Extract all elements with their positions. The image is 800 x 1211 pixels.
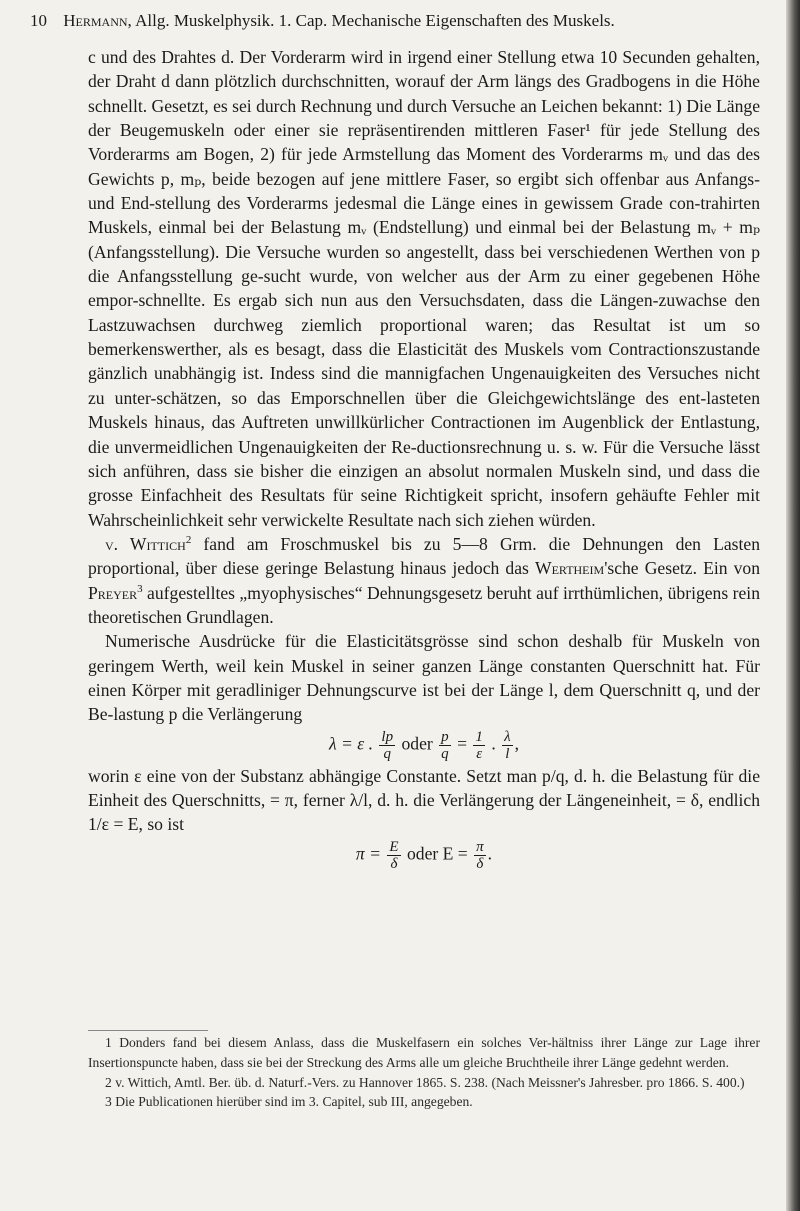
author-wertheim: Wertheim	[534, 558, 605, 579]
footnote-divider	[88, 1030, 208, 1031]
paragraph-2: v. Wittich$^2$ fand am Froschmuskel bis zu 5—8 Grm. die Dehnungen den Lasten proportional, über diese geringe Belastung hinaus jedoch das Wertheim'sche Gesetz. Ein von Preyer$^3$ aufgestelltes „myophysisches“ Dehnungsgesetz beruht auf irrthümlichen, übrigens rein theoretischen Grundlagen.	[88, 533, 761, 627]
author-wittich: v. Wittich	[105, 533, 186, 554]
fraction-p-q: $\frac{p}{q}$	[441, 728, 449, 762]
footnote-ref-2: 2	[185, 534, 192, 547]
running-header	[30, 10, 770, 32]
paragraph-3: Numerische Ausdrücke für die Elasticitätsgrösse sind schon deshalb für Muskeln von geringem Werth, weil kein Muskel in seiner ganzen Länge constanten Querschnitt hat. Für einen Körper mit geradliniger Dehnungscurve ist bei der Länge l, dem Querschnitt q, und der Be-lastung p die Verlängerung	[88, 631, 760, 725]
fraction-pi-delta: $\frac{\pi}{\delta}$	[476, 838, 484, 872]
page-number: 10	[30, 11, 47, 30]
main-text	[88, 45, 760, 874]
header-title: Allg. Muskelphysik. 1. Cap. Mechanische Eigenschaften des Muskels.	[135, 11, 615, 30]
fraction-E-delta: $\frac{E}{\delta}$	[389, 838, 399, 872]
footnote-1: 1 Donders fand bei diesem Anlass, dass die Muskelfasern ein solches Ver-hältniss ihrer Länge zur Lage ihrer Insertionspuncte haben, dass sie bei der Streckung des Arms alle um gleiche Bruchtheile ihrer Länge gedehnt werden.	[88, 1035, 760, 1070]
fraction-lambda-l: $\frac{\lambda}{l}$	[504, 728, 511, 762]
paragraph-4: worin ε eine von der Substanz abhängige Constante. Setzt man p/q, d. h. die Belastung für die Einheit des Querschnitts, = π, ferner λ/l, d. h. die Verlängerung der Längeneinheit, = δ, endlich 1/ε = E, so ist	[88, 765, 760, 835]
equation-2: π = $\frac{E}{\delta}$ oder E = $\frac{\pi}{\delta}$ .	[355, 838, 493, 872]
page-edge-shadow	[786, 0, 800, 1211]
footnote-2: 2 v. Wittich, Amtl. Ber. üb. d. Naturf.-Vers. zu Hannover 1865. S. 238. (Nach Meissner's Jahresber. pro 1866. S. 400.)	[105, 1074, 745, 1090]
header-author: Hermann,	[63, 11, 132, 30]
author-preyer: Preyer	[88, 582, 138, 603]
footnotes	[88, 1033, 760, 1112]
paragraph-1: c und des Drahtes d. Der Vorderarm wird in irgend einer Stellung etwa 10 Secunden gehalten, der Draht d dann plötzlich durchschnitten, worauf der Arm längs des Gradbogens in die Höhe schnellt. Gesetzt, es sei durch Rechnung und durch Versuche an Leichen bekannt: 1) Die Länge der Beugemuskeln oder einer sie repräsentirenden mittleren Faser¹ für jede Stellung des Vorderarms am Bogen, 2) für jede Armstellung das Moment des Vorderarms mᵥ und das des Gewichts p, mₚ, beide bezogen auf jene mittlere Faser, so ergibt sich offenbar aus Anfangs- und End-stellung des Vorderarms jedesmal die Länge eines in gewissem Grade con-trahirten Muskels, einmal bei der Belastung mᵥ (Endstellung) und einmal bei der Belastung mᵥ + mₚ (Anfangsstellung). Die Versuche wurden so angestellt, dass bei verschiedenen Werthen von p die Anfangsstellung ge-sucht wurde, von welcher aus der Arm zu einer gegebenen Höhe empor-schnellte. Es ergab sich nun aus den Versuchsdaten, dass die Längen-zuwachse den Lastzuwachsen durchweg ziemlich proportional waren; das Resultat ist um so bemerkenswerther, als es besagt, dass die Elasticität des Muskels vom Contractionszustande gänzlich unabhängig ist. Indess sind die mannigfachen Ungenauigkeiten des Versuches nicht zu unter-schätzen, so das Emporschnellen über die Gleichgewichtslänge des ent-lasteten Muskels hinaus, das Auftreten unwillkürlicher Contractionen im Augenblick der Entlastung, die unvermeidlichen Ungenauigkeiten der Re-ductionsrechnung u. s. w. Für die Versuche lässt sich anführen, dass sie bisher die einzigen an absolut normalen Muskeln sind, und dass die grosse Einfachheit des Resultats für seine Richtigkeit spricht, insofern gehäufte Fehler mit Wahrscheinlichkeit sehr verwickelte Resultate nach sich ziehen würden.	[88, 47, 760, 530]
fraction-1-epsilon: $\frac{1}{\varepsilon}$	[475, 728, 483, 762]
fraction-lp-q: $\frac{lp}{q}$	[381, 728, 394, 762]
footnote-ref-3: 3	[137, 582, 143, 595]
footnote-3: 3 Die Publicationen hierüber sind im 3. Capitel, sub III, angegeben.	[105, 1094, 473, 1110]
equation-1: λ = ε . $\frac{lp}{q}$ oder $\frac{p}{q}$ = $\frac{1}{\varepsilon}$ . $\frac{\lambda}{l}$ ,	[328, 728, 520, 762]
